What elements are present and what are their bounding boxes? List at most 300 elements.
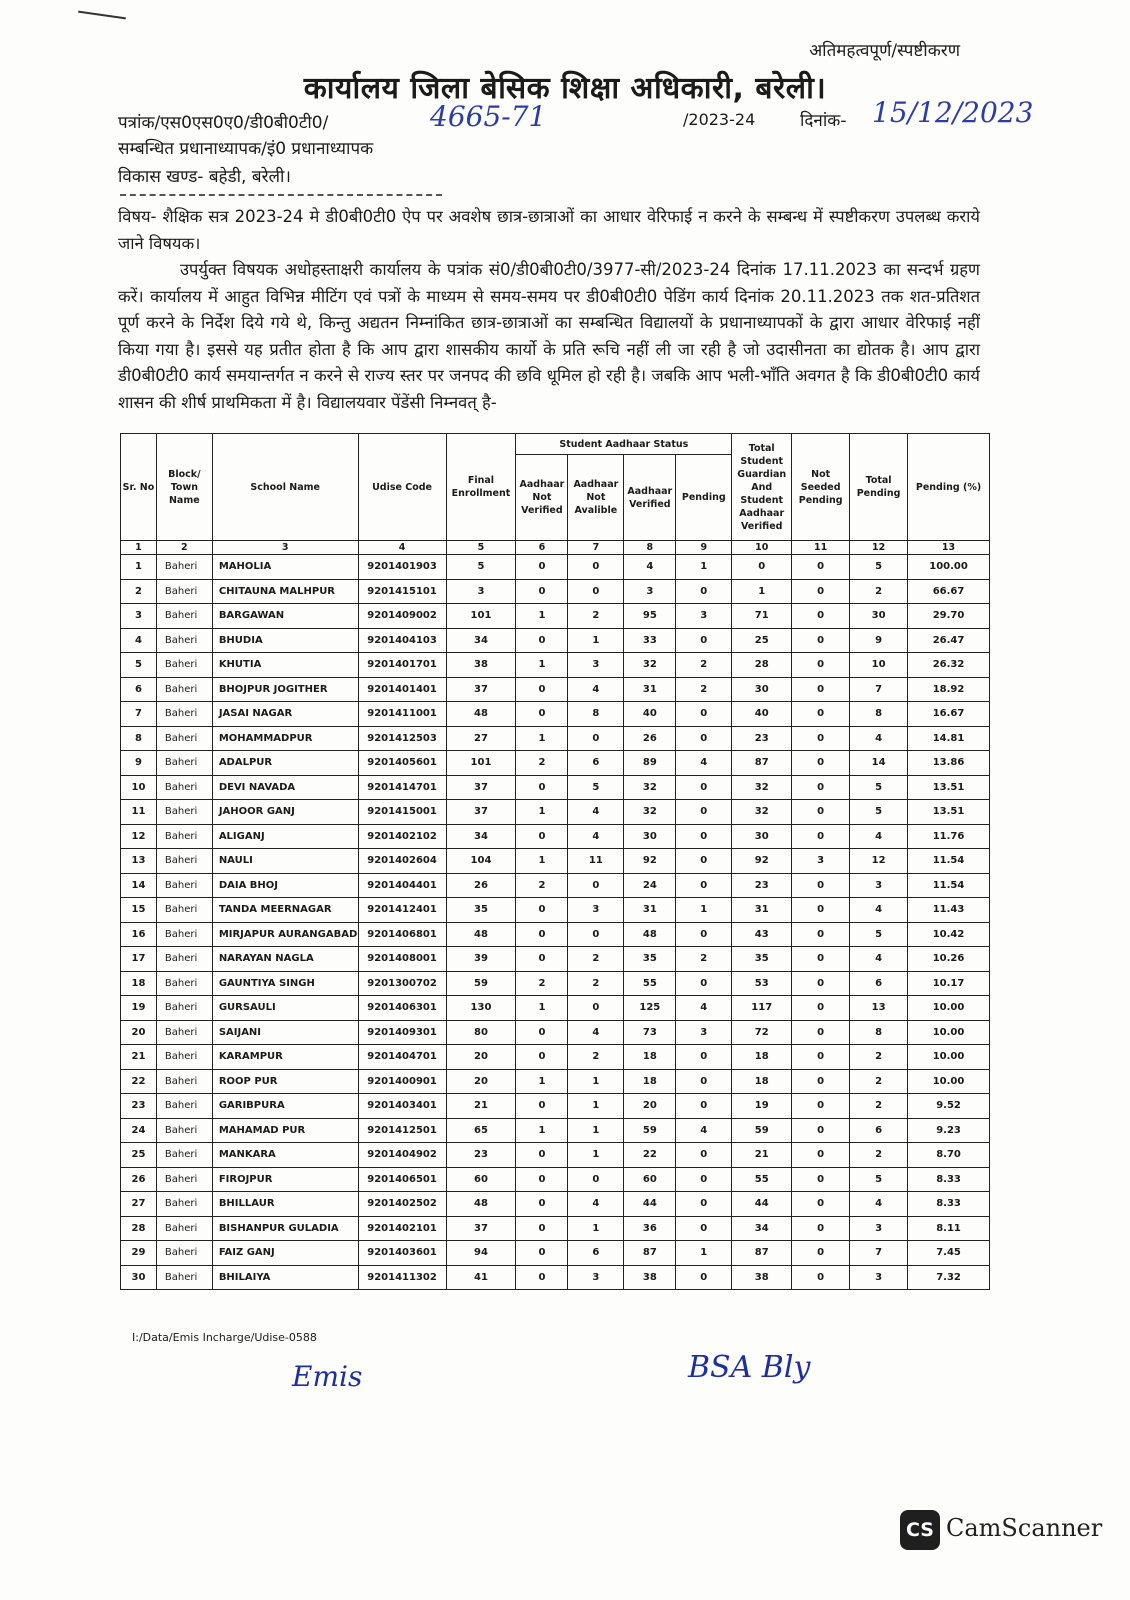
table-cell: Baheri xyxy=(156,800,212,825)
table-cell: KARAMPUR xyxy=(212,1045,358,1070)
table-cell: 5 xyxy=(850,800,908,825)
table-cell: 33 xyxy=(624,628,676,653)
table-cell: Baheri xyxy=(156,1241,212,1266)
table-cell: 0 xyxy=(792,947,850,972)
table-cell: 8.33 xyxy=(908,1192,990,1217)
table-cell: 0 xyxy=(792,1045,850,1070)
table-cell: 9201402604 xyxy=(358,849,446,874)
table-cell: MOHAMMADPUR xyxy=(212,726,358,751)
table-cell: 23 xyxy=(732,726,792,751)
table-cell: 37 xyxy=(446,775,516,800)
table-cell: 0 xyxy=(792,996,850,1021)
table-cell: Baheri xyxy=(156,1192,212,1217)
table-cell: 8 xyxy=(121,726,157,751)
pendency-table xyxy=(120,433,990,1290)
table-cell: 35 xyxy=(624,947,676,972)
table-cell: 0 xyxy=(792,677,850,702)
table-cell: 3 xyxy=(850,1216,908,1241)
table-cell: 1 xyxy=(516,653,568,678)
table-cell: 8.70 xyxy=(908,1143,990,1168)
table-cell: 0 xyxy=(676,824,732,849)
table-cell: 20 xyxy=(446,1069,516,1094)
table-cell: 0 xyxy=(792,1069,850,1094)
table-row xyxy=(121,579,990,604)
table-cell: 4 xyxy=(676,996,732,1021)
table-cell: 0 xyxy=(676,873,732,898)
table-cell: 26.47 xyxy=(908,628,990,653)
letter-body xyxy=(118,204,980,416)
table-cell: 1 xyxy=(568,1118,624,1143)
corner-pen-mark xyxy=(78,11,126,20)
table-row xyxy=(121,1216,990,1241)
table-cell: Baheri xyxy=(156,1265,212,1290)
table-cell: 24 xyxy=(624,873,676,898)
handwritten-reference-number: 4665-71 xyxy=(430,100,547,133)
table-cell: 5 xyxy=(568,775,624,800)
table-cell: 0 xyxy=(792,751,850,776)
table-row xyxy=(121,1094,990,1119)
table-cell: 1 xyxy=(732,579,792,604)
table-cell: 0 xyxy=(568,1167,624,1192)
table-cell: 11.54 xyxy=(908,873,990,898)
column-number: 6 xyxy=(516,541,568,555)
table-cell: 10.00 xyxy=(908,1045,990,1070)
table-cell: 0 xyxy=(516,1241,568,1266)
table-cell: 5 xyxy=(121,653,157,678)
table-cell: 12 xyxy=(850,849,908,874)
table-cell: 40 xyxy=(732,702,792,727)
table-cell: 4 xyxy=(850,947,908,972)
table-cell: Baheri xyxy=(156,922,212,947)
table-cell: 9201414701 xyxy=(358,775,446,800)
table-cell: 10.00 xyxy=(908,1020,990,1045)
table-cell: 9201409002 xyxy=(358,604,446,629)
table-cell: 0 xyxy=(516,555,568,580)
col-verified: Aadhaar Verified xyxy=(624,455,676,541)
table-cell: 9201402102 xyxy=(358,824,446,849)
table-cell: 9201401401 xyxy=(358,677,446,702)
table-cell: 125 xyxy=(624,996,676,1021)
table-cell: 2 xyxy=(121,579,157,604)
column-number: 9 xyxy=(676,541,732,555)
table-cell: 10 xyxy=(850,653,908,678)
table-cell: NARAYAN NAGLA xyxy=(212,947,358,972)
table-cell: 65 xyxy=(446,1118,516,1143)
table-cell: 30 xyxy=(624,824,676,849)
table-row xyxy=(121,726,990,751)
table-cell: 0 xyxy=(516,1192,568,1217)
table-cell: 0 xyxy=(568,726,624,751)
table-cell: 1 xyxy=(568,1094,624,1119)
table-cell: 4 xyxy=(676,751,732,776)
table-cell: 30 xyxy=(732,824,792,849)
reference-year: /2023-24 xyxy=(683,110,756,129)
table-cell: 0 xyxy=(792,1241,850,1266)
table-cell: 22 xyxy=(624,1143,676,1168)
table-cell: 1 xyxy=(676,898,732,923)
table-cell: MAHOLIA xyxy=(212,555,358,580)
table-cell: 0 xyxy=(676,1192,732,1217)
table-cell: 21 xyxy=(121,1045,157,1070)
table-cell: Baheri xyxy=(156,1143,212,1168)
table-cell: 16 xyxy=(121,922,157,947)
table-cell: Baheri xyxy=(156,579,212,604)
table-row xyxy=(121,775,990,800)
table-cell: 1 xyxy=(568,1216,624,1241)
table-cell: 3 xyxy=(850,1265,908,1290)
table-cell: 3 xyxy=(624,579,676,604)
table-row xyxy=(121,873,990,898)
table-cell: Baheri xyxy=(156,1216,212,1241)
footer-file-path: I:/Data/Emis Incharge/Udise-0588 xyxy=(132,1331,317,1344)
table-cell: 6 xyxy=(121,677,157,702)
table-cell: 34 xyxy=(446,824,516,849)
table-cell: BHILAIYA xyxy=(212,1265,358,1290)
table-cell: Baheri xyxy=(156,751,212,776)
table-cell: 9201411302 xyxy=(358,1265,446,1290)
table-cell: 0 xyxy=(676,1167,732,1192)
table-cell: BHOJPUR JOGITHER xyxy=(212,677,358,702)
table-cell: 55 xyxy=(624,971,676,996)
table-cell: Baheri xyxy=(156,824,212,849)
table-cell: 9 xyxy=(850,628,908,653)
table-cell: 4 xyxy=(850,824,908,849)
table-cell: 10.00 xyxy=(908,996,990,1021)
table-cell: 9201412503 xyxy=(358,726,446,751)
table-cell: 0 xyxy=(516,824,568,849)
table-cell: NAULI xyxy=(212,849,358,874)
table-cell: 29 xyxy=(121,1241,157,1266)
table-cell: 0 xyxy=(516,947,568,972)
column-number: 10 xyxy=(732,541,792,555)
table-cell: TANDA MEERNAGAR xyxy=(212,898,358,923)
table-cell: JASAI NAGAR xyxy=(212,702,358,727)
table-cell: BARGAWAN xyxy=(212,604,358,629)
development-block: विकास खण्ड- बहेडी, बरेली। xyxy=(118,167,291,187)
table-cell: 0 xyxy=(792,1192,850,1217)
table-cell: 0 xyxy=(676,1265,732,1290)
table-row xyxy=(121,800,990,825)
table-cell: 24 xyxy=(121,1118,157,1143)
table-cell: 18 xyxy=(624,1069,676,1094)
table-cell: 14 xyxy=(121,873,157,898)
table-cell: 39 xyxy=(446,947,516,972)
table-cell: 0 xyxy=(516,628,568,653)
table-cell: 0 xyxy=(568,579,624,604)
table-cell: Baheri xyxy=(156,996,212,1021)
table-cell: 9201401701 xyxy=(358,653,446,678)
table-cell: 11.43 xyxy=(908,898,990,923)
table-cell: 44 xyxy=(624,1192,676,1217)
table-cell: 130 xyxy=(446,996,516,1021)
table-row xyxy=(121,1192,990,1217)
table-cell: 4 xyxy=(676,1118,732,1143)
table-cell: 9201408001 xyxy=(358,947,446,972)
table-row xyxy=(121,653,990,678)
table-cell: GURSAULI xyxy=(212,996,358,1021)
table-cell: KHUTIA xyxy=(212,653,358,678)
table-cell: 0 xyxy=(792,824,850,849)
table-cell: MANKARA xyxy=(212,1143,358,1168)
table-cell: 20 xyxy=(121,1020,157,1045)
table-cell: 32 xyxy=(624,800,676,825)
col-pending: Pending xyxy=(676,455,732,541)
table-cell: 0 xyxy=(516,1020,568,1045)
handwritten-date: 15/12/2023 xyxy=(872,96,1034,129)
table-cell: 14 xyxy=(850,751,908,776)
table-cell: 4 xyxy=(624,555,676,580)
table-cell: 13 xyxy=(121,849,157,874)
table-cell: 6 xyxy=(850,971,908,996)
table-cell: 38 xyxy=(624,1265,676,1290)
table-cell: 7.45 xyxy=(908,1241,990,1266)
table-cell: 0 xyxy=(792,922,850,947)
table-cell: Baheri xyxy=(156,677,212,702)
table-row xyxy=(121,996,990,1021)
table-cell: 34 xyxy=(732,1216,792,1241)
table-cell: 3 xyxy=(792,849,850,874)
table-cell: 0 xyxy=(568,922,624,947)
table-cell: FAIZ GANJ xyxy=(212,1241,358,1266)
table-cell: Baheri xyxy=(156,1118,212,1143)
table-cell: 7 xyxy=(121,702,157,727)
col-pending-pct: Pending (%) xyxy=(908,434,990,541)
top-note: अतिमहत्वपूर्ण/स्पष्टीकरण xyxy=(809,41,960,61)
col-sr: Sr. No xyxy=(121,434,157,541)
table-cell: 27 xyxy=(446,726,516,751)
table-cell: 1 xyxy=(568,628,624,653)
table-cell: 0 xyxy=(792,1020,850,1045)
table-cell: 0 xyxy=(792,555,850,580)
table-cell: 9201409301 xyxy=(358,1020,446,1045)
table-cell: Baheri xyxy=(156,1020,212,1045)
table-cell: 2 xyxy=(676,947,732,972)
table-cell: 0 xyxy=(676,800,732,825)
table-cell: 13 xyxy=(850,996,908,1021)
table-cell: 12 xyxy=(121,824,157,849)
table-cell: Baheri xyxy=(156,1094,212,1119)
table-cell: MAHAMAD PUR xyxy=(212,1118,358,1143)
table-cell: 117 xyxy=(732,996,792,1021)
table-cell: 0 xyxy=(676,628,732,653)
table-cell: 1 xyxy=(516,849,568,874)
table-cell: 1 xyxy=(516,800,568,825)
table-cell: 21 xyxy=(732,1143,792,1168)
table-cell: 41 xyxy=(446,1265,516,1290)
col-not-verified: Aadhaar Not Verified xyxy=(516,455,568,541)
column-number: 4 xyxy=(358,541,446,555)
table-cell: 1 xyxy=(568,1069,624,1094)
table-cell: 8 xyxy=(568,702,624,727)
table-row xyxy=(121,922,990,947)
table-cell: 40 xyxy=(624,702,676,727)
table-cell: 3 xyxy=(850,873,908,898)
table-cell: 0 xyxy=(568,996,624,1021)
table-cell: 9201400901 xyxy=(358,1069,446,1094)
col-group-aadhaar-status: Student Aadhaar Status xyxy=(516,434,732,455)
table-cell: 2 xyxy=(850,579,908,604)
table-cell: 7 xyxy=(850,1241,908,1266)
table-cell: 9201405601 xyxy=(358,751,446,776)
table-cell: 9201402101 xyxy=(358,1216,446,1241)
table-cell: 22 xyxy=(121,1069,157,1094)
table-cell: 0 xyxy=(568,873,624,898)
table-cell: 18 xyxy=(624,1045,676,1070)
table-cell: 0 xyxy=(676,726,732,751)
table-cell: BHUDIA xyxy=(212,628,358,653)
table-cell: 1 xyxy=(516,1069,568,1094)
table-cell: 87 xyxy=(732,1241,792,1266)
table-cell: 0 xyxy=(792,628,850,653)
table-cell: 0 xyxy=(676,1143,732,1168)
table-cell: 30 xyxy=(732,677,792,702)
table-cell: 0 xyxy=(792,1143,850,1168)
table-cell: 0 xyxy=(792,653,850,678)
table-cell: 26 xyxy=(446,873,516,898)
table-cell: 4 xyxy=(850,726,908,751)
table-cell: 0 xyxy=(792,1265,850,1290)
table-cell: MIRJAPUR AURANGABAD xyxy=(212,922,358,947)
table-cell: 59 xyxy=(732,1118,792,1143)
table-cell: Baheri xyxy=(156,726,212,751)
table-cell: ROOP PUR xyxy=(212,1069,358,1094)
table-cell: 1 xyxy=(568,1143,624,1168)
table-cell: 0 xyxy=(792,873,850,898)
col-guardian-verified: Total Student Guardian And Student Aadhaar Verified xyxy=(732,434,792,541)
table-cell: 87 xyxy=(732,751,792,776)
table-cell: 2 xyxy=(568,1045,624,1070)
table-cell: 100.00 xyxy=(908,555,990,580)
table-cell: 0 xyxy=(676,775,732,800)
table-cell: 31 xyxy=(624,898,676,923)
table-cell: 27 xyxy=(121,1192,157,1217)
table-cell: 3 xyxy=(446,579,516,604)
table-cell: 4 xyxy=(568,677,624,702)
table-cell: 3 xyxy=(568,898,624,923)
table-cell: 31 xyxy=(624,677,676,702)
table-cell: 18 xyxy=(732,1045,792,1070)
table-cell: 9 xyxy=(121,751,157,776)
table-cell: 0 xyxy=(516,1045,568,1070)
table-cell: 8.33 xyxy=(908,1167,990,1192)
column-number: 5 xyxy=(446,541,516,555)
table-cell: 4 xyxy=(850,898,908,923)
table-cell: 10 xyxy=(121,775,157,800)
table-row xyxy=(121,1167,990,1192)
table-body xyxy=(121,555,990,1290)
table-cell: 1 xyxy=(516,604,568,629)
table-cell: 0 xyxy=(792,604,850,629)
table-cell: 2 xyxy=(516,873,568,898)
table-cell: Baheri xyxy=(156,702,212,727)
table-cell: 32 xyxy=(732,800,792,825)
table-cell: GAUNTIYA SINGH xyxy=(212,971,358,996)
table-row xyxy=(121,604,990,629)
table-cell: 72 xyxy=(732,1020,792,1045)
table-cell: 20 xyxy=(624,1094,676,1119)
table-cell: 5 xyxy=(850,1167,908,1192)
column-number: 3 xyxy=(212,541,358,555)
table-cell: 16.67 xyxy=(908,702,990,727)
table-cell: 0 xyxy=(792,1118,850,1143)
table-cell: 1 xyxy=(516,726,568,751)
table-cell: 0 xyxy=(792,579,850,604)
table-row xyxy=(121,702,990,727)
table-cell: 0 xyxy=(516,1167,568,1192)
table-cell: 4 xyxy=(568,1020,624,1045)
column-number: 7 xyxy=(568,541,624,555)
column-number: 12 xyxy=(850,541,908,555)
table-cell: 60 xyxy=(446,1167,516,1192)
table-cell: 3 xyxy=(568,1265,624,1290)
table-cell: 18 xyxy=(732,1069,792,1094)
table-cell: 10.17 xyxy=(908,971,990,996)
table-cell: 3 xyxy=(121,604,157,629)
table-cell: Baheri xyxy=(156,1167,212,1192)
table-cell: 23 xyxy=(732,873,792,898)
table-cell: 94 xyxy=(446,1241,516,1266)
table-cell: 37 xyxy=(446,800,516,825)
table-cell: 36 xyxy=(624,1216,676,1241)
table-cell: 32 xyxy=(624,653,676,678)
table-cell: 23 xyxy=(446,1143,516,1168)
col-block: Block/ Town Name xyxy=(156,434,212,541)
table-row xyxy=(121,555,990,580)
table-cell: 25 xyxy=(732,628,792,653)
table-cell: 53 xyxy=(732,971,792,996)
table-cell: 5 xyxy=(850,922,908,947)
table-cell: Baheri xyxy=(156,971,212,996)
table-cell: 26 xyxy=(121,1167,157,1192)
table-cell: 26.32 xyxy=(908,653,990,678)
table-cell: Baheri xyxy=(156,873,212,898)
table-cell: 9201401903 xyxy=(358,555,446,580)
table-cell: 32 xyxy=(732,775,792,800)
table-cell: 18.92 xyxy=(908,677,990,702)
table-cell: 0 xyxy=(676,971,732,996)
table-cell: 4 xyxy=(568,824,624,849)
table-cell: 19 xyxy=(732,1094,792,1119)
column-number: 1 xyxy=(121,541,157,555)
table-cell: 5 xyxy=(850,555,908,580)
table-cell: 9201415101 xyxy=(358,579,446,604)
col-not-available: Aadhaar Not Avalible xyxy=(568,455,624,541)
table-cell: 0 xyxy=(516,677,568,702)
table-cell: GARIBPURA xyxy=(212,1094,358,1119)
column-number: 2 xyxy=(156,541,212,555)
table-cell: Baheri xyxy=(156,775,212,800)
table-cell: 37 xyxy=(446,677,516,702)
table-cell: 95 xyxy=(624,604,676,629)
table-cell: 2 xyxy=(850,1045,908,1070)
table-cell: 0 xyxy=(516,1216,568,1241)
table-cell: 9201300702 xyxy=(358,971,446,996)
table-cell: 4 xyxy=(568,1192,624,1217)
table-cell: BHILLAUR xyxy=(212,1192,358,1217)
table-cell: 9201404103 xyxy=(358,628,446,653)
table-cell: 87 xyxy=(624,1241,676,1266)
table-cell: ALIGANJ xyxy=(212,824,358,849)
table-cell: JAHOOR GANJ xyxy=(212,800,358,825)
table-row xyxy=(121,1045,990,1070)
table-cell: FIROJPUR xyxy=(212,1167,358,1192)
table-cell: 0 xyxy=(516,579,568,604)
table-cell: Baheri xyxy=(156,653,212,678)
table-cell: BISHANPUR GULADIA xyxy=(212,1216,358,1241)
table-cell: 28 xyxy=(121,1216,157,1241)
table-cell: 8 xyxy=(850,1020,908,1045)
table-cell: 4 xyxy=(850,1192,908,1217)
